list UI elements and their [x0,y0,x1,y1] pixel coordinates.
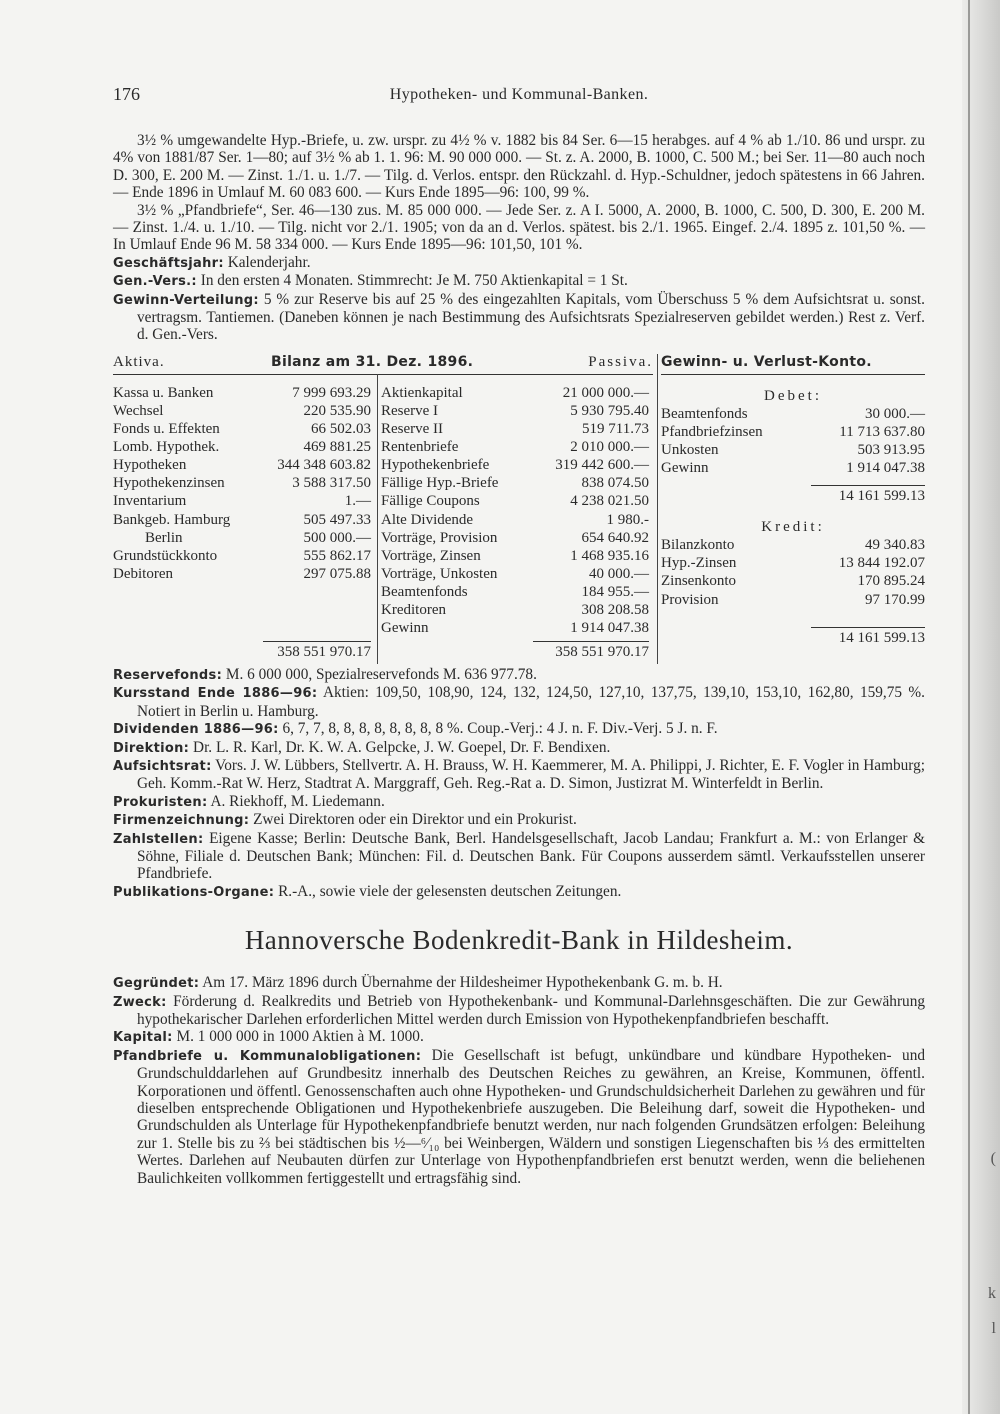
item-name: Unkosten [661,442,719,459]
item-value: 308 208.58 [581,602,649,618]
item-name: Alte Dividende [381,511,474,528]
item-name: Rentenbriefe [381,439,459,456]
fact-label: Firmenzeichnung: [113,813,250,829]
item-name: Berlin [145,529,183,546]
item-name: Beamtenfonds [381,583,468,600]
fact-entry [113,1047,925,1187]
item-value: 66 502.03 [311,421,371,438]
passiva-row [381,511,649,529]
item-name: Hypothekenbriefe [381,457,490,474]
fact-text: Kalenderjahr. [227,253,311,271]
aktiva-label: Aktiva. [113,353,165,370]
passiva-row [381,529,649,547]
fact-label: Prokuristen: [113,794,208,810]
fact-text: Die Gesellschaft ist befugt, unkündbare und kündbare Hypotheken- und Grundschulddarlehen auf Grundbesitz innerhalb des Deutschen Reiches zu gewähren, an Kreise, Kommunen, öffentl. Korporationen und öffentl. Genossenschaften auch ohne Hypotheken- und Grundschuldsicherheit Darlehen zu gewähren und für dieselben entsprechende Obligationen und Hypothekenbriefe auszugeben. Die Beleihung darf, soweit die Hypotheken- und Grundschulden als Unterlage für Hypothekenpfandbriefe benutzt werden, nur nach folgenden Grundsätzen erfolgen: Beleihung zur 1. Stelle bis zu ⅔ bei städtischen bis ½—⁶⁄₁₀ bei Weinbergen, Wäldern und sonstigen Liegenschaften bis ⅓ des ermittelten Wertes. Darlehen auf Neubauten dürfen zur Unterlage von Hypothenpfandbriefen erst benutzt werden, wenn die beliehenen Baulichkeiten vollkommen fertiggestellt und ertragsfähig sind. [137,1046,925,1187]
fact-text: 5 % zur Reserve bis auf 25 % des eingezahlten Kapitals, vom Überschuss 5 % dem Aufsichtsrat u. sonst. vertragsm. Tantiemen. (Daneben können je nach Bestimmung des Aufsichtsrats Spezialreserven gebildet werden.) Rest z. Verf. d. Gen.-Vers. [137,290,925,344]
fact-entry [113,793,925,811]
fact-text: A. Riekhoff, M. Liedemann. [210,792,385,810]
item-value: 1 914 047.38 [846,460,925,477]
item-value: 184 955.— [581,583,649,600]
item-value: 5 930 795.40 [570,402,649,419]
item-value: 1 914 047.38 [570,620,649,637]
balance-header [113,354,653,375]
edge-mark: l [991,1320,996,1337]
fact-label: Direktion: [113,740,190,756]
aktiva-row [113,420,371,438]
debet-row [661,459,925,477]
item-value: 30 000.— [865,405,925,422]
aktiva-row [113,547,371,565]
running-title: Hypotheken- und Kommunal-Banken. [389,86,649,103]
fact-label: Reservefonds: [113,667,223,683]
fact-label: Gen.-Vers.: [113,274,197,290]
fact-text: M. 1 000 000 in 1000 Aktien à M. 1000. [176,1028,424,1046]
item-name: Hypothekenzinsen [113,475,225,492]
debet-row [661,405,925,423]
fact-text: Eigene Kasse; Berlin: Deutsche Bank, Berl. Handelsgesellschaft, Jacob Landau; Frankfurt a. M.: von Erlanger & Söhne, Filiale d. Deutschen Bank; München: Fil. d. Deutschen Bank. Für Coupons ausserdem sämtl. Verkaufsstellen unserer Pfandbriefe. [137,829,926,883]
fact-text: R.-A., sowie viele der gelesensten deutschen Zeitungen. [278,882,622,900]
fact-label: Publikations-Organe: [113,884,275,900]
fact-label: Gewinn-Verteilung: [113,292,259,308]
item-value: 1 980.- [606,511,649,528]
intro-paragraph: 3½ % umgewandelte Hyp.-Briefe, u. zw. urspr. zu 4½ % v. 1882 bis 84 Ser. 6—15 herabges. auf 4 % ab 1./10. 86 und urspr. zu 4% von 1881/87 Ser. 1—80; auf 3½ % ab 1. 1. 96: M. 90 000 000. — St. z. A. 2000, B. 1000, C. 500 M.; bei Ser. 11—80 auch noch D. 300, E. 200 M. — Zinst. 1./1. u. 1./7. — Tilg. d. Verlos. entspr. den Rückzahl. d. Hyp.-Schuldner, jedoch spätestens in 66 Jahren. — Ende 1896 in Umlauf M. 60 083 600. — Kurs Ende 1895—96: 100, 99 %. [113,132,925,202]
item-name: Grundstückkonto [113,547,218,564]
document-page [113,84,925,1187]
fact-entry [113,830,925,883]
item-value: 297 075.88 [303,565,371,582]
item-value: 1.— [344,493,371,510]
passiva-row [381,547,649,565]
passiva-row [381,384,649,402]
fact-entry [113,974,925,992]
fact-text: Am 17. März 1896 durch Übernahme der Hildesheimer Hypothekenbank G. m. b. H. [202,974,723,992]
fact-entry [113,811,925,829]
page-number: 176 [113,84,140,104]
financial-statements [113,354,925,666]
item-name: Aktienkapital [381,384,463,401]
item-name: Fällige Coupons [381,493,480,510]
item-name: Zinsenkonto [661,573,736,590]
fact-entry [113,883,925,901]
item-value: 555 862.17 [303,547,371,564]
fact-entry [113,739,925,757]
item-value: 7 999 693.29 [292,384,371,401]
kredit-row [661,554,925,572]
passiva-row [381,474,649,492]
item-value: 500 000.— [303,529,371,546]
passiva-label: Passiva. [588,353,653,370]
edge-mark: k [988,1285,996,1302]
fact-entry [113,757,925,793]
fact-label: Kapital: [113,1030,173,1046]
item-name: Fonds u. Effekten [113,421,220,438]
item-name: Gewinn [381,620,429,637]
fact-label: Geschäftsjahr: [113,255,224,271]
item-name: Hypotheken [113,457,187,474]
fact-entry [113,666,925,684]
kredit-row [661,591,925,609]
balance-sheet [113,353,653,660]
passiva-row [381,583,649,601]
fact-label: Zahlstellen: [113,831,204,847]
fact-label: Gegründet: [113,976,200,992]
gv-divider [657,354,658,664]
item-name: Bilanzkonto [661,537,735,554]
item-name: Beamtenfonds [661,405,748,422]
kredit-label: Kredit: [761,519,825,536]
fact-label: Zweck: [113,994,167,1010]
fact-entry [113,272,925,290]
fact-entry [113,291,925,344]
item-name: Vorträge, Zinsen [381,547,481,564]
aktiva-row [113,565,371,583]
fact-text: M. 6 000 000, Spezialreservefonds M. 636 977.78. [225,665,537,683]
scan-gutter-line [968,0,970,1414]
passiva-sum-rule [533,641,649,642]
passiva-row [381,619,649,637]
fact-text: Aktien: 109,50, 108,90, 124, 132, 124,50, 127,10, 137,75, 139,10, 153,10, 162,80, 159,75 %. Notiert in Berlin u. Hamburg. [137,684,925,720]
profit-loss-account [661,354,925,648]
aktiva-row [113,438,371,456]
item-value: 4 238 021.50 [570,493,649,510]
item-name: Kassa u. Banken [113,384,214,401]
item-name: Vorträge, Provision [381,529,498,546]
item-value: 2 010 000.— [570,439,649,456]
item-name: Reserve II [381,421,444,438]
passiva-column [381,384,649,637]
passiva-row [381,438,649,456]
item-value: 654 640.92 [581,529,649,546]
item-name: Bankgeb. Hamburg [113,511,231,528]
item-name: Kreditoren [381,602,446,618]
passiva-row [381,565,649,583]
gv-title: Gewinn- u. Verlust-Konto. [661,353,872,370]
passiva-row [381,456,649,474]
item-name: Wechsel [113,402,164,419]
aktiva-row [113,474,371,492]
aktiva-row [113,384,371,402]
passiva-row [381,492,649,510]
balance-title: Bilanz am 31. Dez. 1896. [271,353,474,370]
item-value: 11 713 637.80 [839,423,925,440]
item-name: Hyp.-Zinsen [661,555,737,572]
item-value: 3 588 317.50 [292,475,371,492]
bank-title: Hannoversche Bodenkredit-Bank in Hildesheim. [244,925,794,956]
fact-text: Vors. J. W. Lübbers, Stellvertr. A. H. Brauss, W. H. Kaemmerer, M. A. Philippi, J. Richter, E. F. Vogler in Hamburg; Geh. Komm.-Rat W. Herz, Stadtrat A. Marggraff, Geh. Reg.-Rat a. D. Simon, Justizrat M. Winterfeldt in Berlin. [137,756,925,793]
fact-text: Zwei Direktoren oder ein Direktor und ein Prokurist. [253,811,577,829]
aktiva-column [113,384,371,583]
fact-entry [113,684,925,720]
debet-row [661,423,925,441]
passiva-row [381,601,649,619]
passiva-row [381,402,649,420]
item-name: Fällige Hyp.-Briefe [381,475,499,492]
item-name: Provision [661,591,719,608]
debet-row [661,441,925,459]
aktiva-sum-rule [263,641,371,642]
item-value: 344 348 603.82 [277,457,371,474]
debet-label: Debet: [764,387,822,404]
edge-mark: ( [990,1150,996,1167]
item-name: Vorträge, Unkosten [381,565,498,582]
fact-text: Förderung d. Realkredits und Betrieb von Hypothekenbank- und Kommunal-Darlehnsgeschäften. Die zur Gewährung hypothekarischer Darlehen erforderlichen Mittel werden durch Emission von Hypothekenpfandbriefen beschafft. [137,992,925,1028]
fact-label: Aufsichtsrat: [113,758,212,774]
item-value: 503 913.95 [857,442,925,459]
fact-label: Kursstand Ende 1886—96: [113,686,318,702]
kredit-row [661,572,925,590]
item-name: Pfandbriefzinsen [661,423,763,440]
kredit-row [661,536,925,554]
aktiva-row [113,456,371,474]
item-name: Debitoren [113,565,173,582]
aktiva-row [113,511,371,529]
item-value: 838 074.50 [581,475,649,492]
item-value: 13 844 192.07 [838,555,925,572]
fact-label: Pfandbriefe u. Kommunalobligationen: [113,1048,422,1064]
item-value: 319 442 600.— [555,457,649,474]
item-value: 519 711.73 [582,421,649,438]
item-value: 97 170.99 [865,591,925,608]
item-value: 49 340.83 [865,537,925,554]
fact-entry [113,254,925,272]
item-value: 170 895.24 [857,573,925,590]
fact-label: Dividenden 1886—96: [113,722,279,738]
item-value: 505 497.33 [303,511,371,528]
page-header [113,84,925,110]
passiva-total: 358 551 970.17 [555,643,649,660]
fact-entry [113,993,925,1029]
passiva-row [381,420,649,438]
item-name: Lomb. Hypothek. [113,439,220,456]
item-value: 1 468 935.16 [570,547,649,564]
item-value: 21 000 000.— [562,384,649,401]
fact-text: 6, 7, 7, 8, 8, 8, 8, 8, 8, 8, 8 %. Coup.-Verj.: 4 J. n. F. Div.-Verj. 5 J. n. F. [282,720,718,738]
balance-divider [377,374,378,664]
fact-entry [113,720,925,738]
fact-text: In den ersten 4 Monaten. Stimmrecht: Je M. 750 Aktienkapital = 1 St. [200,272,628,290]
aktiva-row [113,492,371,510]
item-name: Reserve I [381,402,439,419]
aktiva-total: 358 551 970.17 [277,643,371,660]
aktiva-row [113,402,371,420]
fact-entry [113,1028,925,1046]
item-value: 469 881.25 [303,439,371,456]
debet-total: 14 161 599.13 [838,488,925,505]
item-name: Gewinn [661,460,709,477]
aktiva-row [113,529,371,547]
item-value: 40 000.— [589,565,649,582]
item-value: 220 535.90 [303,402,371,419]
kredit-total: 14 161 599.13 [838,629,925,646]
item-name: Inventarium [113,493,187,510]
intro-paragraph: 3½ % „Pfandbriefe“, Ser. 46—130 zus. M. 85 000 000. — Jede Ser. z. A I. 5000, A. 2000, B. 1000, C. 500, D. 300, E. 200 M. — Zinst. 1./4. u. 1./10. — Tilg. nicht vor 2./1. 1905; von da an d. Verlos. spätest. bis 2./1. 1965. Eingef. 2./4. 1895 z. 101,50 %. — In Umlauf Ende 96 M. 58 334 000. — Kurs Ende 1895—96: 101,50, 101 %. [113,201,925,254]
gv-header [661,354,925,375]
fact-text: Dr. L. R. Karl, Dr. K. W. A. Gelpcke, J. W. Goepel, Dr. F. Bendixen. [193,738,611,756]
